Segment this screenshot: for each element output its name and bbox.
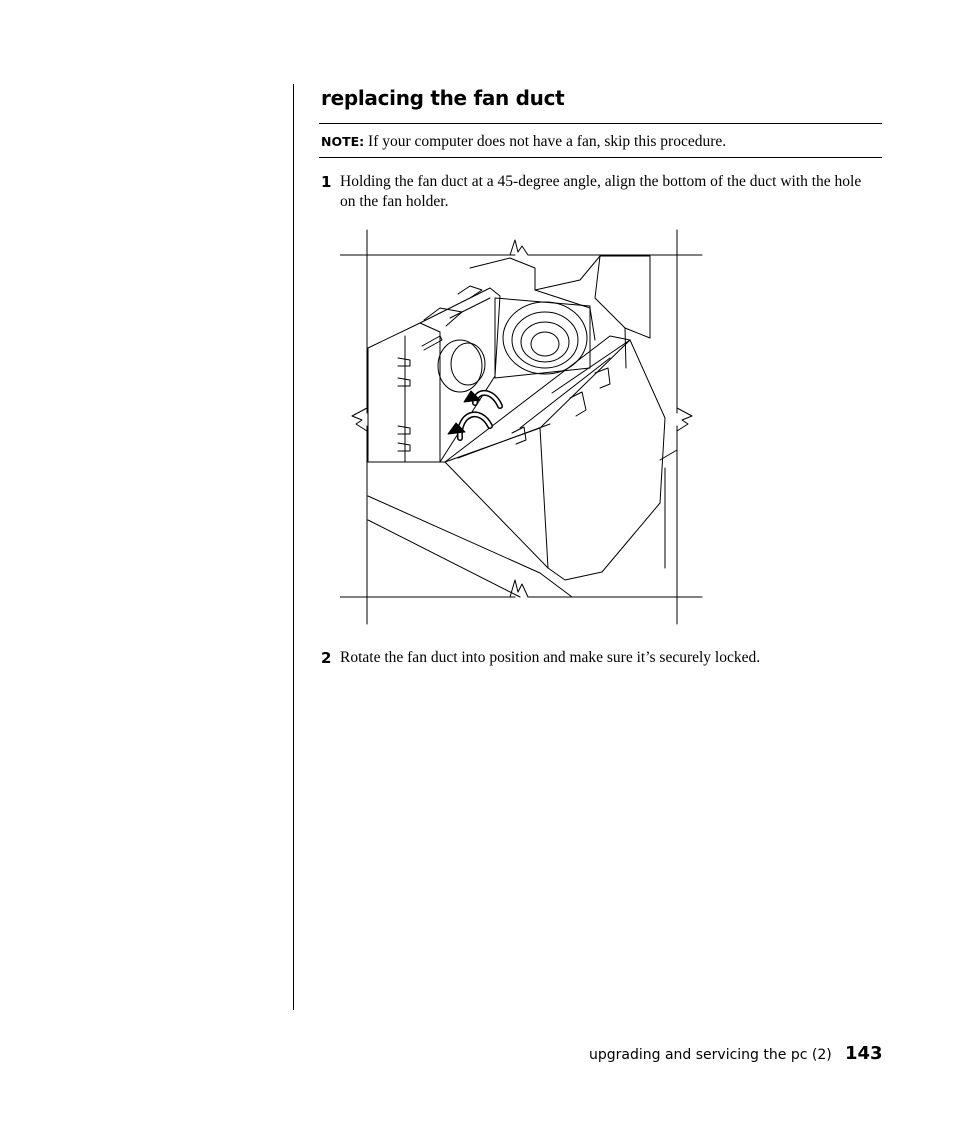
section-heading: replacing the fan duct <box>321 86 565 110</box>
footer-chapter-title: upgrading and servicing the pc (2) <box>589 1047 832 1063</box>
note-body: If your computer does not have a fan, skip this procedure. <box>368 133 727 150</box>
step-number: 2 <box>321 649 332 667</box>
step-text: Holding the fan duct at a 45-degree angle, align the bottom of the duct with the hole on the fan holder. <box>340 173 862 210</box>
margin-rule <box>293 84 294 1010</box>
step-number: 1 <box>321 173 332 191</box>
note-label: NOTE: <box>321 134 365 149</box>
fan-duct-installation-illustration-icon <box>340 228 705 626</box>
note-box <box>319 123 882 158</box>
step-text: Rotate the fan duct into position and make sure it’s securely locked. <box>340 649 761 666</box>
step-1 <box>321 172 866 216</box>
page-number: 143 <box>845 1043 883 1064</box>
fan-duct-illustration <box>340 228 705 626</box>
step-2 <box>321 648 866 670</box>
note-text <box>321 132 726 152</box>
